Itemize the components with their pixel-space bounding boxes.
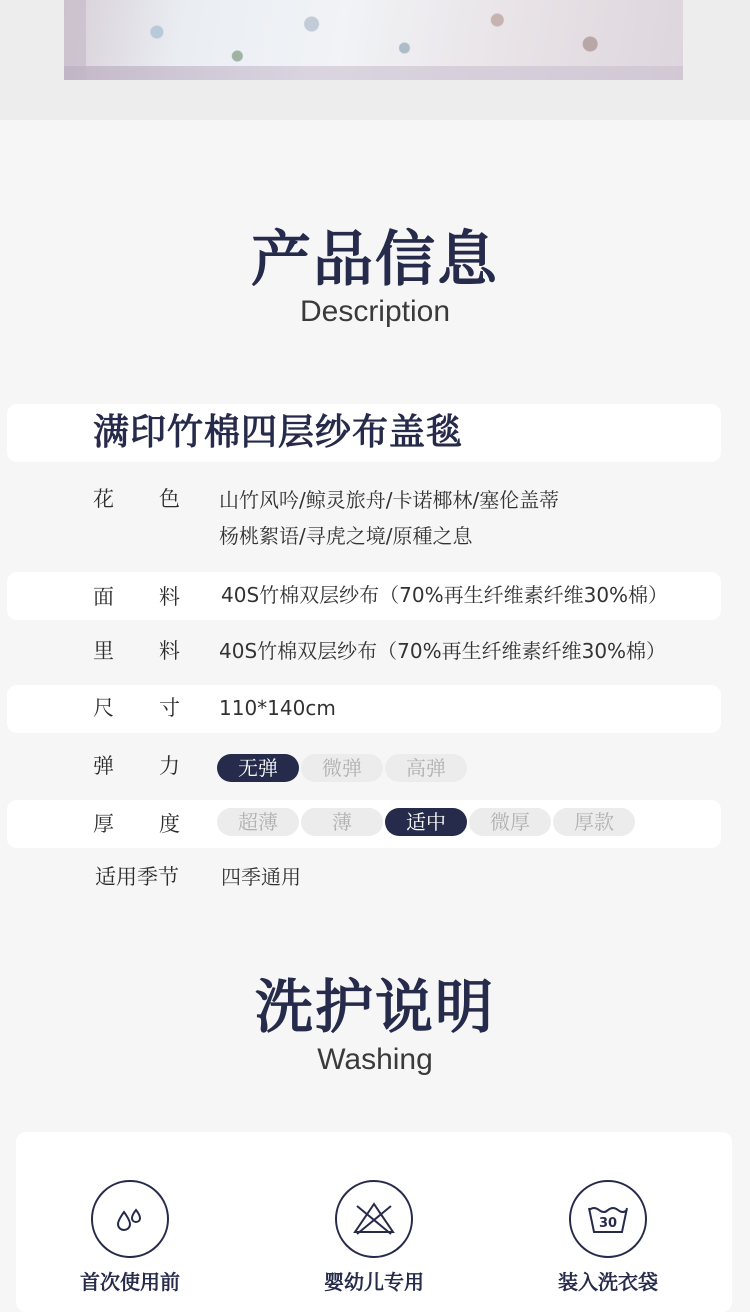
thickness-option: 超薄 <box>217 808 299 836</box>
wash-item-laundry-bag <box>523 1180 693 1296</box>
elasticity-option: 微弹 <box>301 754 383 782</box>
no-bleach-icon <box>337 1182 411 1256</box>
pattern-value-line2: 杨桃絮语/寻虎之境/原種之息 <box>219 524 473 548</box>
pattern-label <box>93 484 180 514</box>
fabric-label <box>93 582 180 612</box>
pattern-label-b: 色 <box>159 487 180 511</box>
thickness-label <box>93 809 180 839</box>
fabric-value: 40S竹棉双层纱布（70%再生纤维素纤维30%棉） <box>221 583 669 607</box>
product-photo <box>64 0 683 80</box>
thickness-label-a: 厚 <box>93 812 114 836</box>
thickness-option: 薄 <box>301 808 383 836</box>
wash-icon-circle <box>569 1180 647 1258</box>
lining-label <box>93 636 180 666</box>
wash-temp-text: 30 <box>598 1216 618 1231</box>
elasticity-label-a: 弹 <box>93 754 114 778</box>
washing-title: 洗护说明 <box>254 973 495 1041</box>
lining-label-b: 料 <box>159 639 180 663</box>
wash-item-infant <box>289 1180 459 1296</box>
thickness-options <box>217 808 635 836</box>
elasticity-label <box>93 751 180 781</box>
thickness-option: 适中 <box>385 808 467 836</box>
size-label <box>93 693 180 723</box>
size-value: 110*140cm <box>219 696 336 720</box>
season-label: 适用季节 <box>95 865 179 889</box>
elasticity-option: 高弹 <box>385 754 467 782</box>
elasticity-options <box>217 754 467 782</box>
product-name: 满印竹棉四层纱布盖毯 <box>93 412 464 453</box>
photo-band <box>64 66 683 80</box>
lining-label-a: 里 <box>93 639 114 663</box>
washing-subtitle: Washing <box>317 1043 433 1076</box>
wash-icon-circle <box>335 1180 413 1258</box>
pattern-value-line1: 山竹风吟/鲸灵旅舟/卡诺椰林/塞伦盖蒂 <box>219 488 560 512</box>
wash-30-icon <box>571 1182 645 1256</box>
description-subtitle: Description <box>299 295 451 328</box>
size-label-b: 寸 <box>159 696 180 720</box>
wash-item-first-use <box>45 1180 215 1296</box>
pattern-label-a: 花 <box>93 487 114 511</box>
water-drops-icon <box>93 1182 167 1256</box>
wash-label: 装入洗衣袋 <box>558 1270 658 1294</box>
description-title: 产品信息 <box>251 225 499 295</box>
thickness-option: 微厚 <box>469 808 551 836</box>
fabric-label-b: 料 <box>159 585 180 609</box>
thickness-label-b: 度 <box>159 812 180 836</box>
thickness-option: 厚款 <box>553 808 635 836</box>
top-photo-area <box>0 0 750 120</box>
season-value: 四季通用 <box>221 865 301 889</box>
elasticity-label-b: 力 <box>159 754 180 778</box>
lining-value: 40S竹棉双层纱布（70%再生纤维素纤维30%棉） <box>219 639 667 663</box>
fabric-label-a: 面 <box>93 585 114 609</box>
wash-icon-circle <box>91 1180 169 1258</box>
elasticity-option: 无弹 <box>217 754 299 782</box>
size-label-a: 尺 <box>93 696 114 720</box>
wash-label: 婴幼儿专用 <box>324 1270 424 1294</box>
wash-label: 首次使用前 <box>80 1270 180 1294</box>
